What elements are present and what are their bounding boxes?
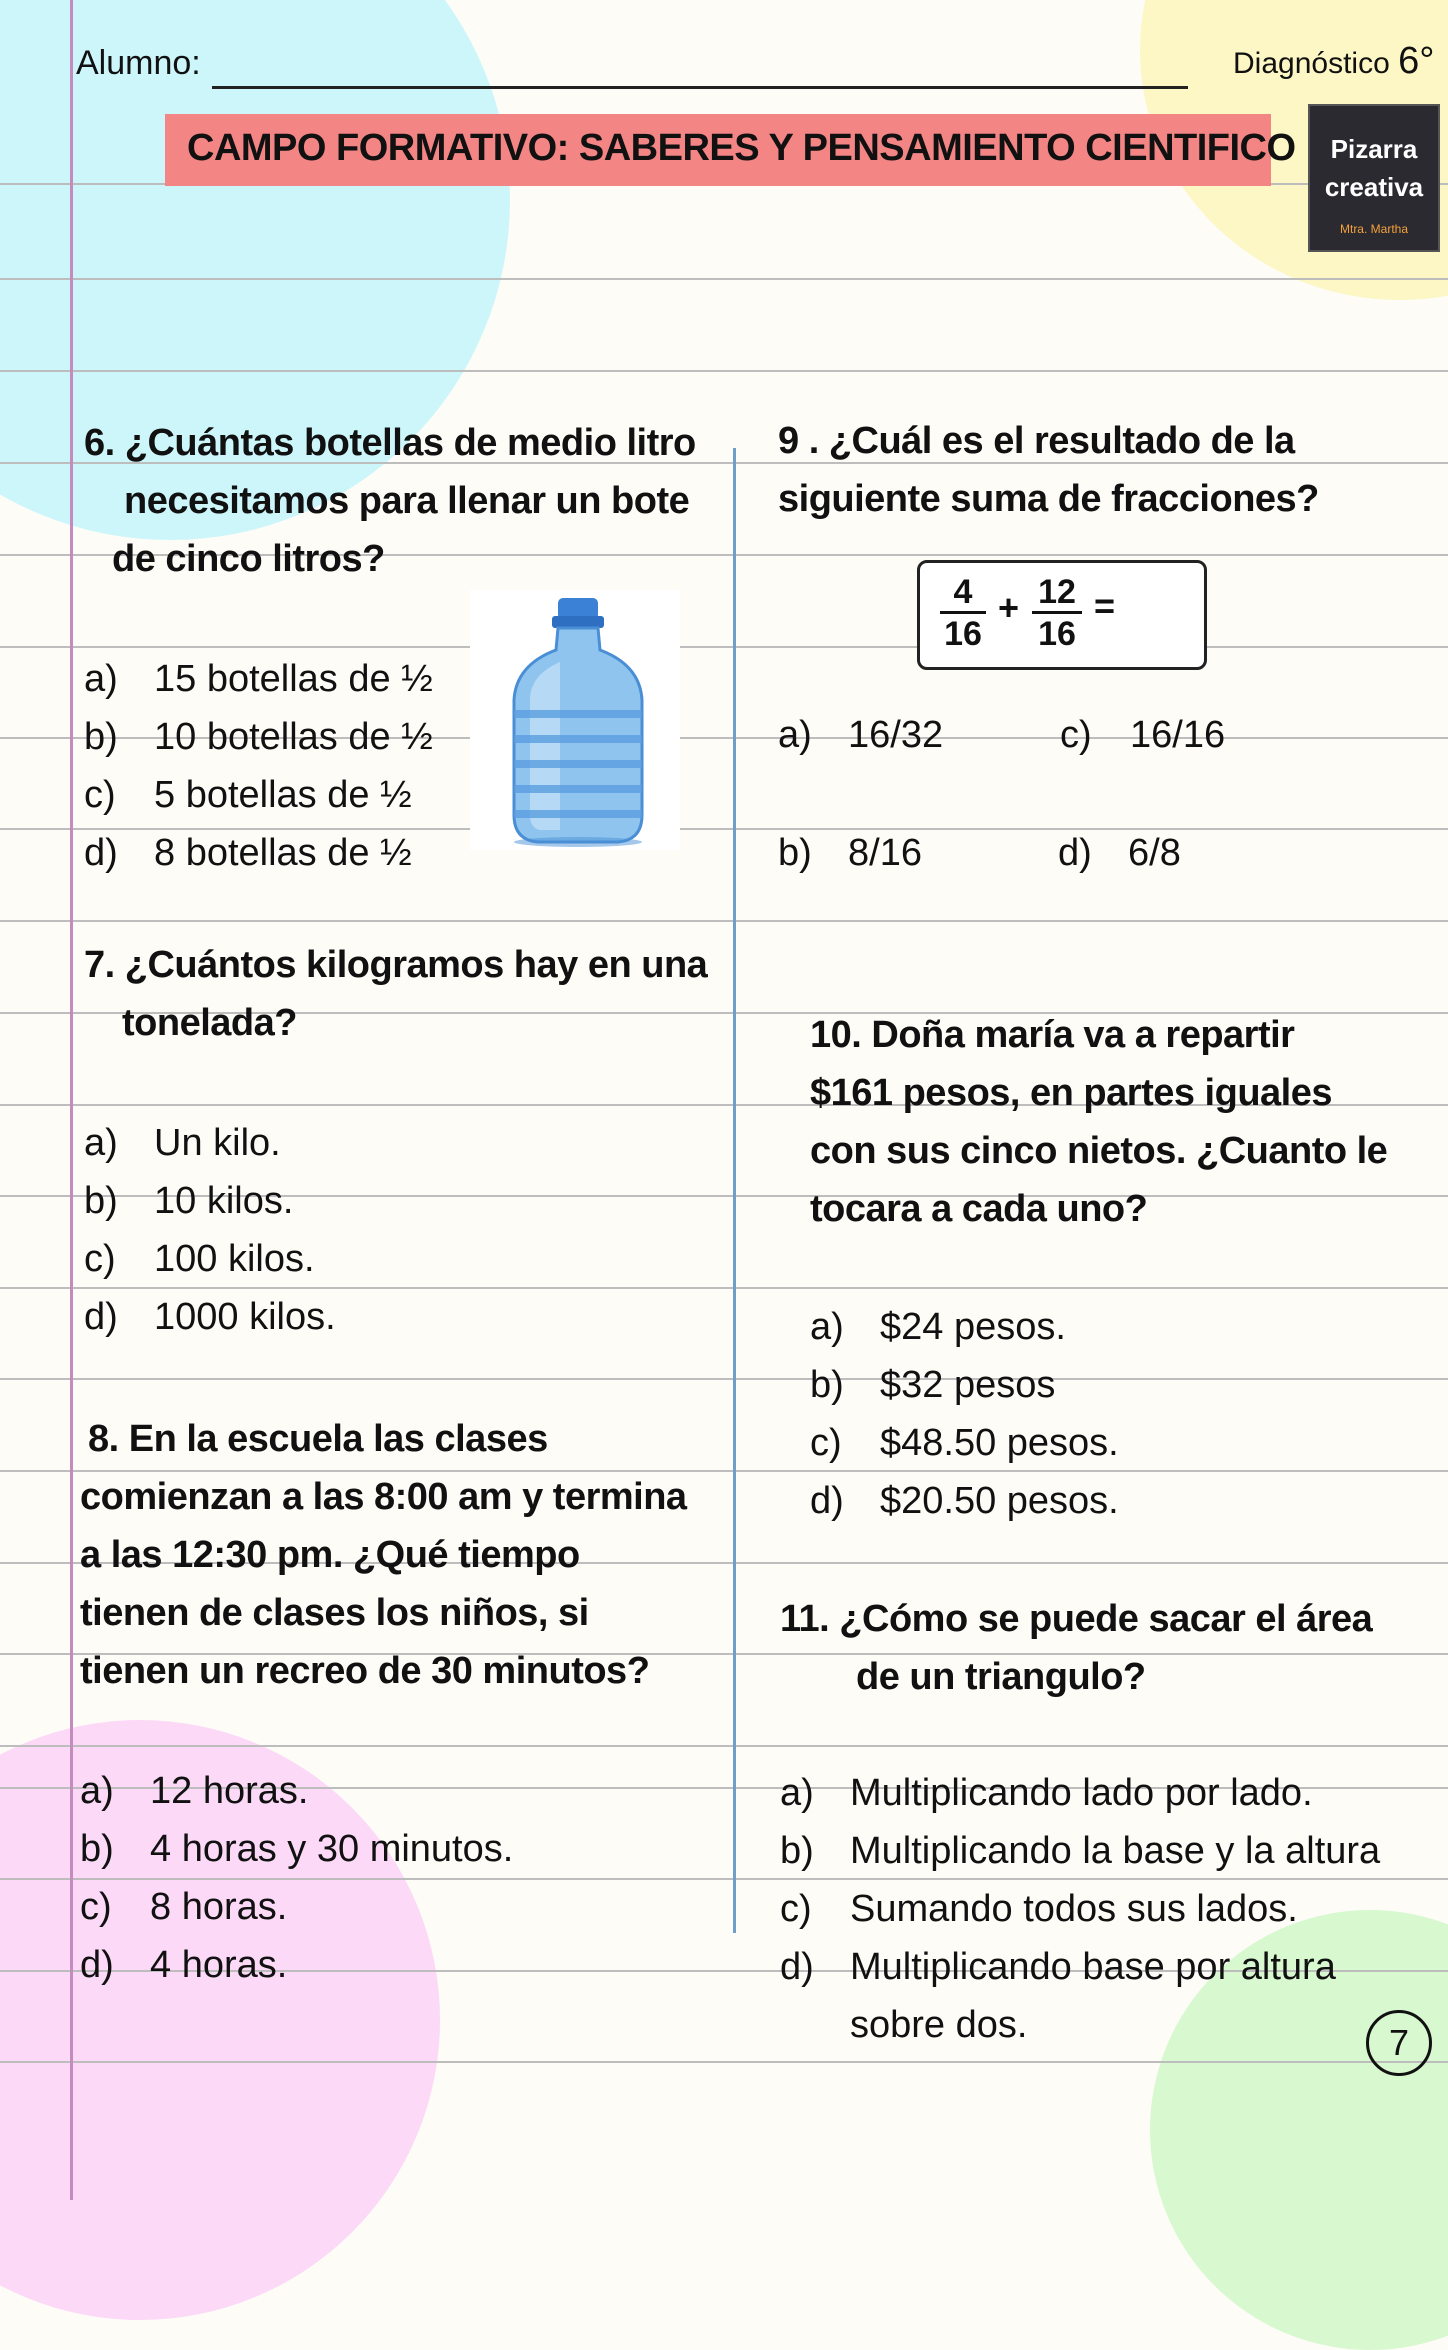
ruled-line — [0, 278, 1448, 280]
page-number: 7 — [1366, 2010, 1432, 2076]
q8-option-d[interactable]: d) 4 horas. — [80, 1944, 288, 1986]
banner — [165, 114, 1296, 186]
ruled-line — [0, 920, 1448, 922]
q6-option-a[interactable]: a) 15 botellas de ½ — [84, 658, 433, 700]
q11-option-d-continuation: sobre dos. — [850, 2004, 1028, 2046]
q9-line-1: 9 . ¿Cuál es el resultado de la — [778, 420, 1295, 462]
banner-title: CAMPO FORMATIVO: SABERES Y PENSAMIENTO CIENTIFICO — [187, 127, 1296, 169]
q10-option-c[interactable]: c) $48.50 pesos. — [810, 1422, 1119, 1464]
ruled-line — [0, 1378, 1448, 1380]
q8-option-b[interactable]: b) 4 horas y 30 minutos. — [80, 1828, 514, 1870]
q6-option-b[interactable]: b) 10 botellas de ½ — [84, 716, 433, 758]
q9-option-a[interactable]: a) 16/32 — [778, 714, 944, 756]
q7-option-a[interactable]: a) Un kilo. — [84, 1122, 281, 1164]
q8-line-2: comienzan a las 8:00 am y termina — [80, 1476, 687, 1518]
q6-line-2: necesitamos para llenar un bote — [124, 480, 690, 522]
water-bottle-icon — [470, 590, 680, 850]
q11-line-1: 11. ¿Cómo se puede sacar el área — [780, 1598, 1373, 1640]
q9-line-2: siguiente suma de fracciones? — [778, 478, 1319, 520]
q7-option-c[interactable]: c) 100 kilos. — [84, 1238, 315, 1280]
q6-line-1: 6. ¿Cuántas botellas de medio litro — [84, 422, 696, 464]
fraction-1-numerator: 4 — [940, 573, 986, 614]
diagnostic-text: Diagnóstico — [1233, 47, 1390, 80]
diagnostic-label — [1233, 40, 1434, 83]
student-label: Alumno: — [76, 44, 201, 82]
margin-line — [70, 0, 73, 2200]
fraction-2 — [1032, 573, 1082, 654]
ruled-line — [0, 1470, 1448, 1472]
q7-line-1: 7. ¿Cuántos kilogramos hay en una — [84, 944, 708, 986]
q10-option-b[interactable]: b) $32 pesos — [810, 1364, 1056, 1406]
ruled-line — [0, 1287, 1448, 1289]
q7-option-d[interactable]: d) 1000 kilos. — [84, 1296, 336, 1338]
pizarra-creativa-logo — [1308, 104, 1440, 252]
q11-option-c[interactable]: c) Sumando todos sus lados. — [780, 1888, 1298, 1930]
q9-option-c[interactable]: c) 16/16 — [1060, 714, 1226, 756]
fraction-1 — [940, 573, 986, 654]
q10-option-a[interactable]: a) $24 pesos. — [810, 1306, 1066, 1348]
q10-line-4: tocara a cada uno? — [810, 1188, 1148, 1230]
q8-line-5: tienen un recreo de 30 minutos? — [80, 1650, 650, 1692]
ruled-line — [0, 2061, 1448, 2063]
q8-line-3: a las 12:30 pm. ¿Qué tiempo — [80, 1534, 580, 1576]
q10-line-1: 10. Doña maría va a repartir — [810, 1014, 1295, 1056]
q6-option-d[interactable]: d) 8 botellas de ½ — [84, 832, 412, 874]
q8-line-4: tienen de clases los niños, si — [80, 1592, 589, 1634]
q8-option-c[interactable]: c) 8 horas. — [80, 1886, 288, 1928]
ruled-line — [0, 370, 1448, 372]
q6-line-3: de cinco litros? — [112, 538, 385, 580]
grade-label: 6° — [1398, 40, 1435, 82]
logo-line-1: Pizarra — [1330, 134, 1418, 164]
q7-option-b[interactable]: b) 10 kilos. — [84, 1180, 294, 1222]
q9-option-d[interactable]: d) 6/8 — [1058, 832, 1181, 874]
fraction-2-numerator: 12 — [1032, 573, 1082, 614]
q10-line-3: con sus cinco nietos. ¿Cuanto le — [810, 1130, 1388, 1172]
q10-option-d[interactable]: d) $20.50 pesos. — [810, 1480, 1119, 1522]
q11-option-a[interactable]: a) Multiplicando lado por lado. — [780, 1772, 1313, 1814]
fraction-2-denominator: 16 — [1038, 615, 1076, 653]
logo-line-3: Mtra. Martha — [1339, 222, 1408, 236]
q8-line-1: 8. En la escuela las clases — [88, 1418, 548, 1460]
q11-option-d[interactable]: d) Multiplicando base por altura — [780, 1946, 1336, 1988]
plus-sign: + — [998, 587, 1020, 628]
q8-option-a[interactable]: a) 12 horas. — [80, 1770, 309, 1812]
ruled-line — [0, 828, 1448, 830]
ruled-line — [0, 1745, 1448, 1747]
q7-line-2: tonelada? — [122, 1002, 297, 1044]
column-divider — [733, 448, 736, 1933]
student-name-line[interactable] — [212, 86, 1188, 89]
q11-option-b[interactable]: b) Multiplicando la base y la altura — [780, 1830, 1381, 1872]
equals-sign: = — [1094, 585, 1116, 626]
q9-option-b[interactable]: b) 8/16 — [778, 832, 922, 874]
ruled-line — [0, 1878, 1448, 1880]
logo-line-2: creativa — [1324, 172, 1424, 202]
ruled-line — [0, 646, 1448, 648]
q6-option-c[interactable]: c) 5 botellas de ½ — [84, 774, 412, 816]
fraction-sum-box — [917, 560, 1207, 670]
q10-line-2: $161 pesos, en partes iguales — [810, 1072, 1332, 1114]
fraction-1-denominator: 16 — [944, 615, 982, 653]
q11-line-2: de un triangulo? — [856, 1656, 1146, 1698]
